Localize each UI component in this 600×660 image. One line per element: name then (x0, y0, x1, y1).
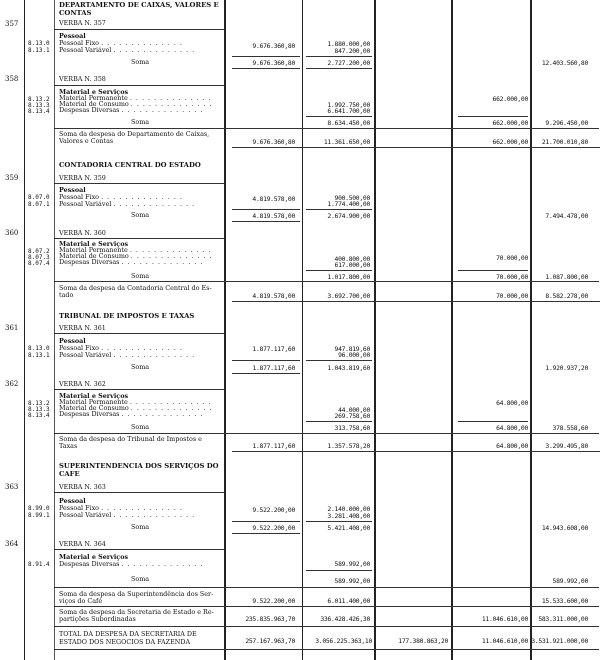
divider (232, 56, 300, 57)
value: 235.835.963,70 (245, 615, 295, 623)
divider (232, 373, 300, 374)
row-material-servicos: Material e Serviços (59, 392, 129, 400)
code: 8.13.3 (28, 102, 50, 109)
row-material-permanente: Material Permanente . . . . . . . . . . . . . . (59, 94, 212, 102)
row-material-consumo: Material de Consumo . . . . . . . . . . . . . . (59, 404, 213, 412)
row-pessoal-fixo: Pessoal Fixo . . . . . . . . . . . . . . (59, 504, 183, 512)
divider (54, 389, 224, 390)
verba-label: VERBA N. 361 (59, 324, 106, 332)
value: 1.992.750,00 (327, 101, 370, 109)
value: 589.992,00 (334, 577, 370, 585)
total-label: Soma da despesa da Contadoria Central do Es- (59, 284, 212, 292)
row-material-permanente: Material Permanente . . . . . . . . . . . . . . (59, 246, 212, 254)
row-material-servicos: Material e Serviços (59, 240, 129, 248)
section-title: CAFE (59, 470, 80, 478)
total-label: Soma da despesa da Secretaria de Estado e Re- (59, 608, 214, 616)
row-pessoal-fixo: Pessoal Fixo . . . . . . . . . . . . . . (59, 39, 183, 47)
value: 44.000,00 (338, 406, 370, 414)
row-pessoal-fixo: Pessoal Fixo . . . . . . . . . . . . . . (59, 344, 183, 352)
divider (458, 270, 528, 271)
divider (54, 85, 224, 86)
value: 9.522.200,00 (252, 506, 295, 514)
grand-total-label: ESTADO DOS NEGOCIOS DA FAZENDA (59, 638, 191, 646)
value: 947.819,60 (334, 345, 370, 353)
divider (232, 68, 300, 69)
code: 8.13.4 (28, 108, 50, 115)
value: 1.087.800,00 (545, 273, 588, 281)
row-soma: Soma (131, 423, 150, 431)
value: 1.357.578,20 (327, 442, 370, 450)
row-despesas-diversas: Despesas Diversas . . . . . . . . . . . . . . (59, 106, 204, 114)
total-label: Valores e Contas (59, 137, 114, 145)
value: 21.700.010,80 (541, 138, 588, 146)
value: 4.819.578,00 (252, 292, 295, 300)
value: 64.800,00 (496, 442, 528, 450)
row-despesas-diversas: Despesas Diversas . . . . . . . . . . . . . . (59, 560, 204, 568)
code: 8.07.3 (28, 254, 50, 261)
verba-label: VERBA N. 360 (59, 229, 106, 237)
value: 662.000,00 (492, 119, 528, 127)
code: 8.13.2 (28, 96, 50, 103)
verba-label: VERBA N. 363 (59, 483, 106, 491)
value: 96.000,00 (338, 351, 370, 359)
divider (458, 116, 528, 117)
row-pessoal: Pessoal (59, 497, 86, 505)
value: 2.140.000,00 (327, 505, 370, 513)
divider (232, 147, 600, 148)
divider (54, 183, 224, 184)
value: 4.819.578,00 (252, 212, 295, 220)
divider (54, 29, 224, 30)
item-number: 362 (5, 380, 19, 388)
value: 1.877.117,60 (252, 364, 295, 372)
value: 589.992,00 (334, 560, 370, 568)
row-soma: Soma (131, 118, 150, 126)
code: 8.07.1 (28, 201, 50, 208)
divider (54, 649, 599, 650)
value: 5.421.408,00 (327, 524, 370, 532)
value: 1.774.400,00 (327, 200, 370, 208)
code: 8.99.1 (28, 512, 50, 519)
section-title: SUPERINTENDENCIA DOS SERVIÇOS DO (59, 462, 219, 470)
value: 9.296.450,00 (545, 119, 588, 127)
value: 269.758,60 (334, 412, 370, 420)
verba-label: VERBA N. 357 (59, 19, 106, 27)
row-pessoal-variavel: Pessoal Variável . . . . . . . . . . . . . . (59, 200, 196, 208)
total-label: Soma da despesa da Superintendência dos Ser- (59, 590, 214, 598)
value: 662.000,00 (492, 95, 528, 103)
divider (54, 549, 224, 550)
row-pessoal-fixo: Pessoal Fixo . . . . . . . . . . . . . . (59, 193, 183, 201)
row-material-consumo: Material de Consumo . . . . . . . . . . . . . . (59, 100, 213, 108)
value: 9.522.200,00 (252, 524, 295, 532)
value: 400.800,00 (334, 255, 370, 263)
divider (306, 270, 372, 271)
divider (232, 521, 300, 522)
divider (232, 360, 300, 361)
divider (54, 492, 224, 493)
code: 8.91.4 (28, 561, 50, 568)
divider (232, 301, 600, 302)
row-soma: Soma (131, 363, 150, 371)
value: 15.533.600,00 (541, 597, 588, 605)
value: 313.758,60 (334, 424, 370, 432)
item-number: 358 (5, 75, 19, 83)
value: 3.692.700,00 (327, 292, 370, 300)
value: 1.877.117,60 (252, 345, 295, 353)
grand-total-label: TOTAL DA DESPESA DA SECRETARIA DE (59, 630, 197, 638)
divider (54, 333, 224, 334)
row-soma: Soma (131, 272, 150, 280)
value: 3.531.921.000,00 (531, 637, 588, 645)
row-pessoal: Pessoal (59, 32, 86, 40)
value: 6.641.700,00 (327, 107, 370, 115)
row-pessoal-variavel: Pessoal Variável . . . . . . . . . . . . . . (59, 351, 196, 359)
rule-col3 (374, 0, 376, 660)
row-despesas-diversas: Despesas Diversas . . . . . . . . . . . . . . (59, 410, 204, 418)
row-soma: Soma (131, 58, 150, 66)
divider (306, 360, 372, 361)
total-label: Taxas (59, 442, 78, 450)
code: 8.07.4 (28, 260, 50, 267)
value: 1.043.819,60 (327, 364, 370, 372)
value: 14.943.608,00 (541, 524, 588, 532)
code: 8.13.1 (28, 47, 50, 54)
row-pessoal: Pessoal (59, 186, 86, 194)
divider (306, 56, 372, 57)
divider (306, 209, 372, 210)
verba-label: VERBA N. 364 (59, 540, 106, 548)
rule-left (24, 0, 25, 660)
value: 3.056.225.363,10 (315, 637, 372, 645)
divider (54, 281, 599, 282)
row-soma: Soma (131, 211, 150, 219)
code: 8.13.0 (28, 345, 50, 352)
row-pessoal-variavel: Pessoal Variável . . . . . . . . . . . . . . (59, 46, 196, 54)
row-pessoal-variavel: Pessoal Variável . . . . . . . . . . . . . . (59, 511, 196, 519)
value: 900.500,00 (334, 194, 370, 202)
divider (306, 68, 372, 69)
value: 8.634.450,00 (327, 119, 370, 127)
row-soma: Soma (131, 575, 150, 583)
divider (306, 521, 372, 522)
value: 177.380.863,20 (398, 637, 448, 645)
value: 70.000,00 (496, 273, 528, 281)
section-title: TRIBUNAL DE IMPOSTOS E TAXAS (59, 312, 195, 320)
row-material-consumo: Material de Consumo . . . . . . . . . . . . . . (59, 252, 213, 260)
verba-label: VERBA N. 358 (59, 75, 106, 83)
value: 847.200,00 (334, 47, 370, 55)
rule-left-inner (54, 0, 55, 660)
value: 70.000,00 (496, 292, 528, 300)
value: 2.727.200,00 (327, 59, 370, 67)
value: 336.428.426,30 (320, 615, 370, 623)
code: 8.13.1 (28, 352, 50, 359)
code: 8.13.3 (28, 406, 50, 413)
rule-col2 (302, 0, 303, 660)
value: 583.311.000,00 (538, 615, 588, 623)
divider (232, 209, 300, 210)
item-number: 359 (5, 174, 19, 182)
value: 9.522.200,00 (252, 597, 295, 605)
divider (306, 421, 372, 422)
row-material-servicos: Material e Serviços (59, 553, 129, 561)
code: 8.99.0 (28, 505, 50, 512)
value: 1.877.117,60 (252, 442, 295, 450)
verba-label: VERBA N. 362 (59, 380, 106, 388)
value: 3.299.495,80 (545, 442, 588, 450)
item-number: 360 (5, 229, 19, 237)
divider (54, 587, 599, 588)
value: 64.800,00 (496, 399, 528, 407)
row-material-servicos: Material e Serviços (59, 88, 129, 96)
code: 8.07.0 (28, 194, 50, 201)
value: 8.582.278,00 (545, 292, 588, 300)
value: 617.000,00 (334, 261, 370, 269)
value: 378.558,60 (552, 424, 588, 432)
value: 11.046.610,00 (481, 615, 528, 623)
rule-col1 (224, 0, 226, 660)
value: 589.992,00 (552, 577, 588, 585)
divider (54, 433, 599, 434)
divider (54, 238, 224, 239)
value: 257.167.963,70 (245, 637, 295, 645)
value: 6.011.400,00 (327, 597, 370, 605)
value: 4.819.578,00 (252, 195, 295, 203)
section-title: CONTADORIA CENTRAL DO ESTADO (59, 161, 201, 169)
divider (232, 533, 300, 534)
rule-col5 (530, 0, 532, 660)
total-label: Soma da despesa do Departamento de Caixas, (59, 130, 210, 138)
value: 7.494.478,00 (545, 212, 588, 220)
rule-col4 (451, 0, 453, 660)
row-material-permanente: Material Permanente . . . . . . . . . . . . . . (59, 398, 212, 406)
item-number: 364 (5, 540, 19, 548)
divider (306, 570, 372, 571)
item-number: 357 (5, 20, 19, 28)
value: 11.046.610,00 (481, 637, 528, 645)
code: 8.07.2 (28, 248, 50, 255)
row-despesas-diversas: Despesas Diversas . . . . . . . . . . . . . . (59, 258, 204, 266)
code: 8.13.2 (28, 400, 50, 407)
value: 1.880.000,00 (327, 40, 370, 48)
value: 3.281.408,00 (327, 512, 370, 520)
divider (458, 421, 528, 422)
item-number: 361 (5, 324, 19, 332)
total-label: viços do Café (59, 597, 103, 605)
value: 9.676.360,80 (252, 138, 295, 146)
divider (232, 221, 300, 222)
total-label: partições Subordinadas (59, 615, 136, 623)
value: 64.800,00 (496, 424, 528, 432)
row-pessoal: Pessoal (59, 337, 86, 345)
row-soma: Soma (131, 523, 150, 531)
divider (54, 626, 599, 627)
value: 9.676.360,80 (252, 59, 295, 67)
item-number: 363 (5, 483, 19, 491)
divider (54, 606, 599, 607)
value: 2.674.900,00 (327, 212, 370, 220)
code: 8.13.0 (28, 40, 50, 47)
total-label: tado (59, 291, 74, 299)
value: 1.017.800,00 (327, 273, 370, 281)
divider (306, 116, 372, 117)
divider (232, 451, 600, 452)
value: 12.403.560,80 (541, 59, 588, 67)
value: 9.676.360,80 (252, 42, 295, 50)
value: 662.000,00 (492, 138, 528, 146)
section-title: DEPARTAMENTO DE CAIXAS, VALORES E (59, 1, 219, 9)
value: 1.920.937,20 (545, 364, 588, 372)
total-label: Soma da despesa do Tribunal de Impostos e (59, 435, 202, 443)
value: 11.361.650,00 (323, 138, 370, 146)
value: 70.000,00 (496, 254, 528, 262)
verba-label: VERBA N. 359 (59, 174, 106, 182)
section-title: CONTAS (59, 9, 92, 17)
divider (54, 128, 599, 129)
code: 8.13.4 (28, 412, 50, 419)
